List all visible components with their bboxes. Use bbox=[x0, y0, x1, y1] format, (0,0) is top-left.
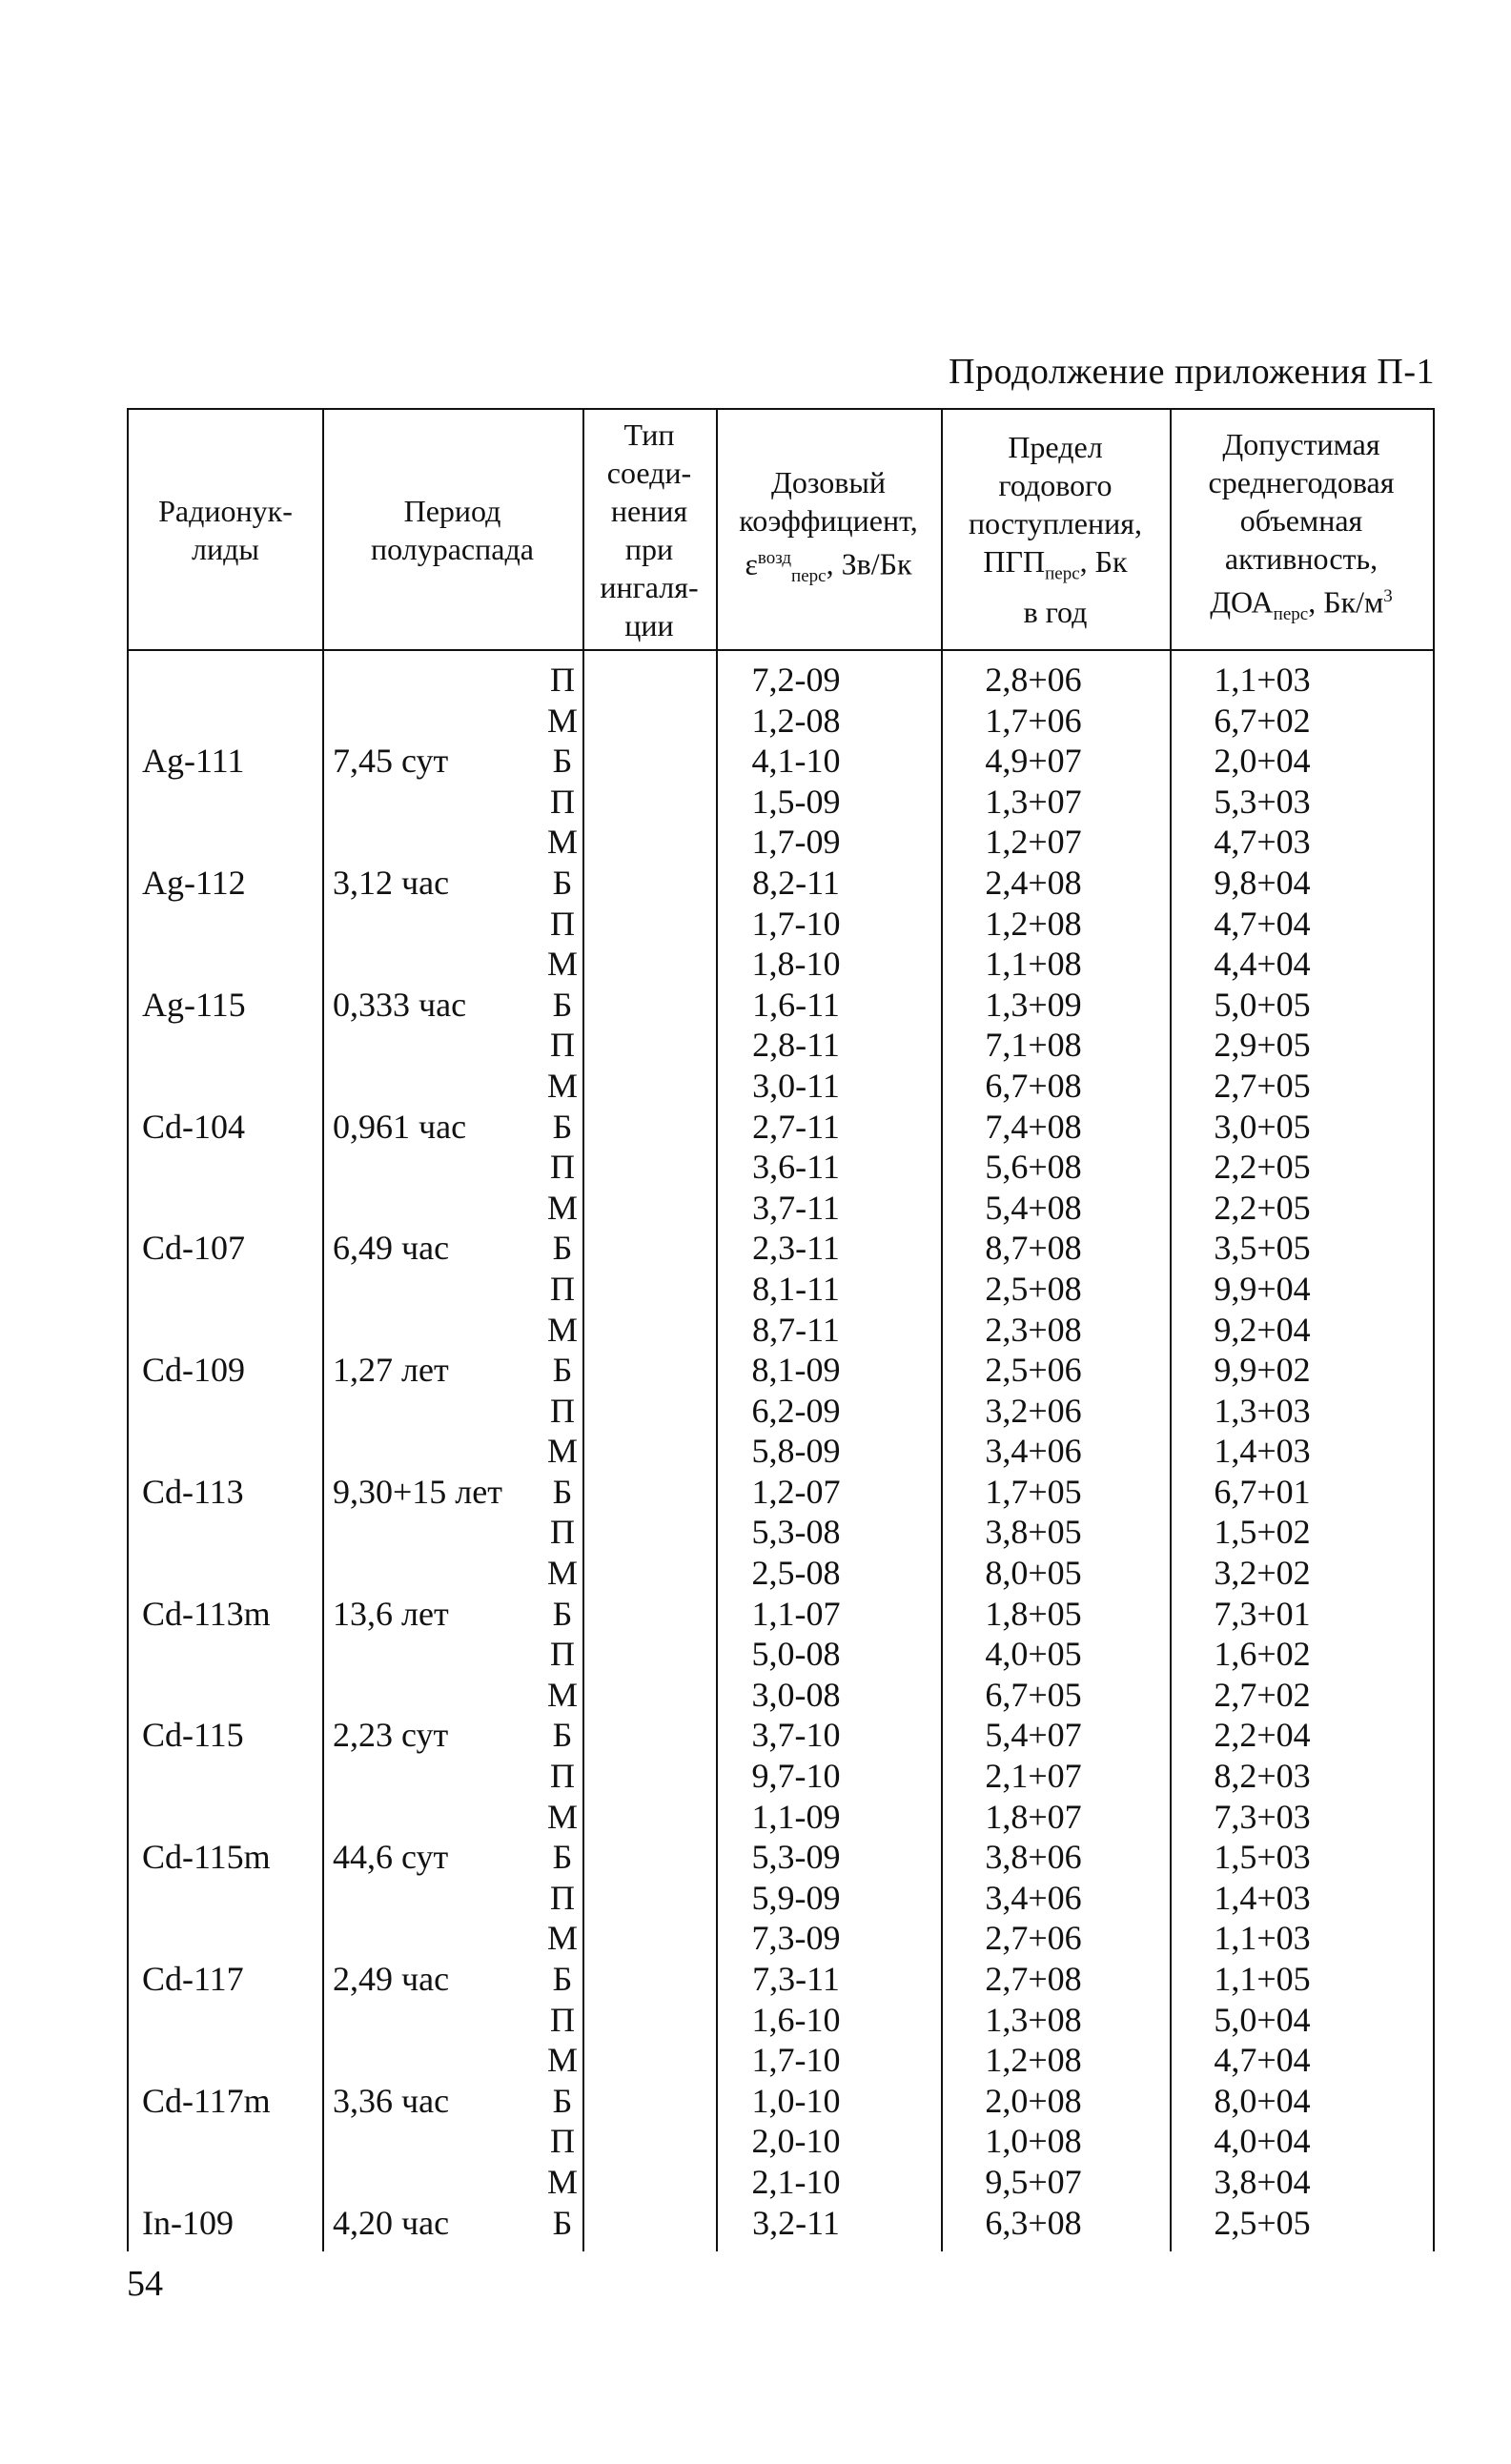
cell-activity: 2,5+05 bbox=[1214, 2203, 1311, 2242]
cell-dose: 7,2-09 bbox=[751, 661, 841, 699]
cell-type: М bbox=[546, 1919, 578, 1958]
cell-type: Б bbox=[552, 742, 573, 781]
header-limit-line3: поступления, bbox=[969, 505, 1142, 540]
cell-activity: 1,1+03 bbox=[1214, 1919, 1311, 1958]
cell-type: П bbox=[550, 1391, 575, 1430]
header-limit bbox=[941, 410, 1170, 649]
header-limit-unit: , Бк bbox=[1079, 543, 1128, 579]
cell-type: М bbox=[546, 2162, 578, 2201]
cell-type: Б bbox=[552, 1594, 573, 1633]
cell-activity: 5,0+04 bbox=[1214, 2000, 1311, 2039]
cell-activity: 1,1+05 bbox=[1214, 1960, 1311, 1998]
cell-dose: 1,2-07 bbox=[751, 1472, 841, 1511]
cell-limit: 3,8+05 bbox=[985, 1513, 1082, 1552]
cell-limit: 4,0+05 bbox=[985, 1635, 1082, 1674]
cell-activity: 9,2+04 bbox=[1214, 1310, 1311, 1349]
cell-nuclide: In-109 bbox=[142, 2203, 234, 2242]
header-dose-line3 bbox=[739, 540, 917, 596]
header-period-text: Период полураспада bbox=[371, 493, 534, 566]
table-row bbox=[129, 1512, 1433, 1553]
cell-limit: 2,7+08 bbox=[985, 1960, 1082, 1998]
cell-dose: 3,0-11 bbox=[752, 1066, 840, 1105]
cell-type: П bbox=[550, 1026, 575, 1065]
cell-type: М bbox=[546, 701, 578, 740]
header-dose-line2: коэффициент, bbox=[739, 502, 918, 538]
table-row bbox=[129, 985, 1433, 1026]
header-activity-line3: объемная bbox=[1239, 502, 1363, 538]
cell-type: П bbox=[550, 661, 575, 699]
cell-activity: 1,4+03 bbox=[1214, 1878, 1311, 1917]
cell-type: П bbox=[550, 782, 575, 821]
table-row bbox=[129, 904, 1433, 945]
cell-dose: 1,7-10 bbox=[751, 904, 841, 943]
header-limit-line2: годового bbox=[998, 467, 1113, 502]
cell-limit: 1,7+05 bbox=[985, 1472, 1082, 1511]
cell-limit: 1,3+09 bbox=[985, 985, 1082, 1024]
cell-limit: 8,0+05 bbox=[985, 1554, 1082, 1593]
cell-activity: 5,3+03 bbox=[1214, 782, 1311, 821]
table-row bbox=[129, 1553, 1433, 1594]
cell-limit: 1,3+08 bbox=[985, 2000, 1082, 2039]
cell-type: Б bbox=[552, 1960, 573, 1998]
cell-period: 9,30+15 лет bbox=[333, 1472, 502, 1511]
cell-nuclide: Ag-111 bbox=[142, 742, 245, 781]
cell-nuclide: Cd-115m bbox=[142, 1838, 271, 1877]
cell-dose: 2,1-10 bbox=[751, 2162, 841, 2201]
cell-type: П bbox=[550, 1513, 575, 1552]
table-row bbox=[129, 1918, 1433, 1959]
cell-activity: 2,2+05 bbox=[1214, 1148, 1311, 1187]
cell-type: М bbox=[546, 823, 578, 862]
cell-nuclide: Ag-112 bbox=[142, 863, 246, 902]
header-activity bbox=[1170, 410, 1433, 649]
cell-limit: 9,5+07 bbox=[985, 2162, 1082, 2201]
cell-nuclide: Ag-115 bbox=[142, 985, 246, 1024]
cell-limit: 1,3+07 bbox=[985, 782, 1082, 821]
cell-period: 3,36 час bbox=[333, 2081, 450, 2120]
cell-activity: 2,2+05 bbox=[1214, 1188, 1311, 1227]
cell-limit: 2,8+06 bbox=[985, 661, 1082, 699]
cell-activity: 6,7+01 bbox=[1214, 1472, 1311, 1511]
cell-period: 2,23 сут bbox=[333, 1716, 449, 1755]
header-period bbox=[322, 410, 582, 649]
cell-type: Б bbox=[552, 1716, 573, 1755]
cell-period: 13,6 лет bbox=[333, 1594, 449, 1633]
cell-activity: 1,3+03 bbox=[1214, 1391, 1311, 1430]
cell-limit: 2,1+07 bbox=[985, 1757, 1082, 1796]
table-row bbox=[129, 2040, 1433, 2081]
table-row bbox=[129, 1675, 1433, 1716]
cell-period: 0,333 час bbox=[333, 985, 467, 1024]
page-number: 54 bbox=[127, 2264, 163, 2304]
table-row bbox=[129, 1066, 1433, 1107]
header-activity-sub: перс bbox=[1273, 604, 1309, 625]
cell-period: 6,49 час bbox=[333, 1229, 450, 1268]
cell-nuclide: Cd-117m bbox=[142, 2081, 271, 2120]
cell-activity: 4,7+03 bbox=[1214, 823, 1311, 862]
cell-period: 1,27 лет bbox=[333, 1351, 449, 1390]
header-dose bbox=[716, 410, 941, 649]
table-row bbox=[129, 1634, 1433, 1675]
cell-type: М bbox=[546, 1797, 578, 1836]
header-nuclide bbox=[129, 410, 322, 649]
cell-activity: 3,5+05 bbox=[1214, 1229, 1311, 1268]
cell-type: М bbox=[546, 1554, 578, 1593]
header-limit-line1: Предел bbox=[1008, 429, 1103, 464]
cell-activity: 7,3+01 bbox=[1214, 1594, 1311, 1633]
table-row bbox=[129, 660, 1433, 701]
table-row bbox=[129, 1878, 1433, 1919]
header-nuclide-text: Радионук- лиды bbox=[158, 493, 293, 566]
cell-limit: 4,9+07 bbox=[985, 742, 1082, 781]
table-row bbox=[129, 1147, 1433, 1188]
cell-period: 3,12 час bbox=[333, 863, 450, 902]
header-limit-line5: в год bbox=[1023, 595, 1088, 630]
header-dose-sup: возд bbox=[757, 547, 792, 568]
table-row bbox=[129, 2081, 1433, 2122]
radionuclide-table bbox=[127, 408, 1435, 2251]
table-row bbox=[129, 1472, 1433, 1513]
cell-dose: 1,7-09 bbox=[751, 823, 841, 862]
cell-activity: 9,8+04 bbox=[1214, 863, 1311, 902]
cell-nuclide: Cd-113 bbox=[142, 1472, 244, 1511]
table-row bbox=[129, 2162, 1433, 2203]
cell-dose: 3,7-11 bbox=[752, 1188, 840, 1227]
cell-period: 4,20 час bbox=[333, 2203, 450, 2242]
cell-period: 2,49 час bbox=[333, 1960, 450, 1998]
cell-activity: 4,4+04 bbox=[1214, 945, 1311, 984]
cell-dose: 1,6-11 bbox=[752, 985, 840, 1024]
table-row bbox=[129, 2121, 1433, 2162]
cell-activity: 2,7+05 bbox=[1214, 1066, 1311, 1105]
table-row bbox=[129, 1107, 1433, 1148]
cell-dose: 1,1-09 bbox=[751, 1797, 841, 1836]
header-dose-line1: Дозовый bbox=[770, 464, 886, 499]
cell-dose: 5,0-08 bbox=[751, 1635, 841, 1674]
table-row bbox=[129, 1310, 1433, 1351]
cell-limit: 3,4+06 bbox=[985, 1432, 1082, 1471]
header-activity-unit: , Бк/м bbox=[1308, 584, 1384, 620]
cell-dose: 1,2-08 bbox=[751, 701, 841, 740]
cell-limit: 8,7+08 bbox=[985, 1229, 1082, 1268]
cell-activity: 1,5+03 bbox=[1214, 1838, 1311, 1877]
cell-limit: 2,5+06 bbox=[985, 1351, 1082, 1390]
cell-activity: 6,7+02 bbox=[1214, 701, 1311, 740]
header-activity-line5 bbox=[1209, 578, 1395, 634]
table-row bbox=[129, 782, 1433, 823]
header-dose-sub: перс bbox=[791, 566, 827, 587]
cell-limit: 5,4+07 bbox=[985, 1716, 1082, 1755]
cell-activity: 2,7+02 bbox=[1214, 1675, 1311, 1714]
table-row bbox=[129, 822, 1433, 863]
table-row bbox=[129, 863, 1433, 904]
cell-dose: 5,9-09 bbox=[751, 1878, 841, 1917]
cell-period: 0,961 час bbox=[333, 1107, 467, 1146]
cell-dose: 8,1-11 bbox=[752, 1269, 840, 1308]
cell-limit: 1,2+08 bbox=[985, 2041, 1082, 2080]
cell-dose: 7,3-09 bbox=[751, 1919, 841, 1958]
cell-activity: 3,2+02 bbox=[1214, 1554, 1311, 1593]
cell-dose: 3,6-11 bbox=[752, 1148, 840, 1187]
cell-dose: 6,2-09 bbox=[751, 1391, 841, 1430]
cell-activity: 8,2+03 bbox=[1214, 1757, 1311, 1796]
cell-limit: 2,0+08 bbox=[985, 2081, 1082, 2120]
cell-type: М bbox=[546, 945, 578, 984]
cell-dose: 1,6-10 bbox=[751, 2000, 841, 2039]
cell-dose: 1,7-10 bbox=[751, 2041, 841, 2080]
header-divider bbox=[129, 649, 1433, 651]
cell-limit: 1,1+08 bbox=[985, 945, 1082, 984]
cell-dose: 2,3-11 bbox=[752, 1229, 840, 1268]
cell-dose: 5,8-09 bbox=[751, 1432, 841, 1471]
cell-limit: 2,5+08 bbox=[985, 1269, 1082, 1308]
cell-limit: 1,8+07 bbox=[985, 1797, 1082, 1836]
cell-activity: 1,4+03 bbox=[1214, 1432, 1311, 1471]
cell-limit: 1,8+05 bbox=[985, 1594, 1082, 1633]
cell-activity: 4,0+04 bbox=[1214, 2122, 1311, 2161]
cell-period: 7,45 сут bbox=[333, 742, 449, 781]
cell-limit: 6,3+08 bbox=[985, 2203, 1082, 2242]
cell-activity: 2,0+04 bbox=[1214, 742, 1311, 781]
cell-type: П bbox=[550, 1878, 575, 1917]
cell-activity: 1,6+02 bbox=[1214, 1635, 1311, 1674]
cell-limit: 2,4+08 bbox=[985, 863, 1082, 902]
cell-dose: 5,3-08 bbox=[751, 1513, 841, 1552]
cell-period: 44,6 сут bbox=[333, 1838, 449, 1877]
cell-type: М bbox=[546, 1188, 578, 1227]
cell-type: П bbox=[550, 2122, 575, 2161]
header-activity-sup: 3 bbox=[1383, 585, 1393, 606]
cell-dose: 3,7-10 bbox=[751, 1716, 841, 1755]
table-row bbox=[129, 1350, 1433, 1391]
cell-limit: 2,7+06 bbox=[985, 1919, 1082, 1958]
table-row bbox=[129, 1797, 1433, 1838]
cell-type: П bbox=[550, 904, 575, 943]
cell-activity: 8,0+04 bbox=[1214, 2081, 1311, 2120]
cell-nuclide: Cd-113m bbox=[142, 1594, 271, 1633]
table-row bbox=[129, 2000, 1433, 2041]
cell-activity: 1,5+02 bbox=[1214, 1513, 1311, 1552]
cell-limit: 5,6+08 bbox=[985, 1148, 1082, 1187]
cell-type: П bbox=[550, 1269, 575, 1308]
cell-dose: 1,5-09 bbox=[751, 782, 841, 821]
table-row bbox=[129, 1188, 1433, 1229]
cell-activity: 7,3+03 bbox=[1214, 1797, 1311, 1836]
cell-dose: 5,3-09 bbox=[751, 1838, 841, 1877]
cell-dose: 1,8-10 bbox=[751, 945, 841, 984]
table-body bbox=[129, 660, 1433, 2243]
table-row bbox=[129, 1756, 1433, 1797]
cell-type: Б bbox=[552, 2203, 573, 2242]
cell-activity: 4,7+04 bbox=[1214, 904, 1311, 943]
cell-limit: 5,4+08 bbox=[985, 1188, 1082, 1227]
cell-activity: 3,0+05 bbox=[1214, 1107, 1311, 1146]
cell-nuclide: Cd-104 bbox=[142, 1107, 245, 1146]
cell-activity: 2,2+04 bbox=[1214, 1716, 1311, 1755]
header-type bbox=[582, 410, 716, 649]
cell-type: Б bbox=[552, 2081, 573, 2120]
cell-dose: 1,1-07 bbox=[751, 1594, 841, 1633]
table-row bbox=[129, 2203, 1433, 2244]
cell-activity: 9,9+04 bbox=[1214, 1269, 1311, 1308]
cell-dose: 8,2-11 bbox=[752, 863, 840, 902]
cell-dose: 9,7-10 bbox=[751, 1757, 841, 1796]
cell-type: Б bbox=[552, 1229, 573, 1268]
table-row bbox=[129, 1228, 1433, 1269]
cell-dose: 7,3-11 bbox=[752, 1960, 840, 1998]
header-limit-abbr: ПГП bbox=[983, 543, 1046, 579]
table-row bbox=[129, 1431, 1433, 1472]
cell-type: М bbox=[546, 1432, 578, 1471]
table-row bbox=[129, 1025, 1433, 1066]
cell-dose: 2,5-08 bbox=[751, 1554, 841, 1593]
cell-type: М bbox=[546, 1675, 578, 1714]
cell-limit: 3,8+06 bbox=[985, 1838, 1082, 1877]
cell-limit: 1,0+08 bbox=[985, 2122, 1082, 2161]
cell-type: П bbox=[550, 1148, 575, 1187]
table-row bbox=[129, 1715, 1433, 1756]
cell-type: М bbox=[546, 1066, 578, 1105]
cell-limit: 2,3+08 bbox=[985, 1310, 1082, 1349]
cell-limit: 1,7+06 bbox=[985, 701, 1082, 740]
table-row bbox=[129, 1959, 1433, 2000]
cell-limit: 3,2+06 bbox=[985, 1391, 1082, 1430]
cell-activity: 9,9+02 bbox=[1214, 1351, 1311, 1390]
cell-nuclide: Cd-117 bbox=[142, 1960, 244, 1998]
cell-type: Б bbox=[552, 1838, 573, 1877]
header-dose-unit: , Зв/Бк bbox=[826, 546, 912, 581]
header-activity-line1: Допустимая bbox=[1222, 426, 1380, 461]
cell-type: Б bbox=[552, 863, 573, 902]
cell-limit: 3,4+06 bbox=[985, 1878, 1082, 1917]
cell-limit: 6,7+05 bbox=[985, 1675, 1082, 1714]
cell-activity: 3,8+04 bbox=[1214, 2162, 1311, 2201]
cell-dose: 2,0-10 bbox=[751, 2122, 841, 2161]
cell-dose: 2,7-11 bbox=[752, 1107, 840, 1146]
cell-limit: 6,7+08 bbox=[985, 1066, 1082, 1105]
cell-dose: 8,1-09 bbox=[751, 1351, 841, 1390]
header-type-text: Тип соеди- нения при ингаля- ции bbox=[600, 417, 699, 642]
cell-limit: 7,4+08 bbox=[985, 1107, 1082, 1146]
header-activity-line4: активность, bbox=[1224, 540, 1378, 576]
table-row bbox=[129, 1594, 1433, 1635]
cell-nuclide: Cd-109 bbox=[142, 1351, 245, 1390]
cell-dose: 8,7-11 bbox=[752, 1310, 840, 1349]
cell-limit: 7,1+08 bbox=[985, 1026, 1082, 1065]
cell-activity: 1,1+03 bbox=[1214, 661, 1311, 699]
table-row bbox=[129, 944, 1433, 985]
cell-dose: 3,2-11 bbox=[752, 2203, 840, 2242]
cell-activity: 2,9+05 bbox=[1214, 1026, 1311, 1065]
cell-type: Б bbox=[552, 1472, 573, 1511]
table-caption: Продолжение приложения П-1 bbox=[949, 352, 1435, 392]
cell-type: П bbox=[550, 1757, 575, 1796]
header-activity-line2: среднегодовая bbox=[1208, 464, 1395, 499]
header-limit-line4 bbox=[969, 542, 1142, 593]
cell-activity: 4,7+04 bbox=[1214, 2041, 1311, 2080]
header-activity-abbr: ДОА bbox=[1210, 584, 1274, 620]
cell-type: П bbox=[550, 2000, 575, 2039]
cell-dose: 4,1-10 bbox=[751, 742, 841, 781]
cell-dose: 2,8-11 bbox=[752, 1026, 840, 1065]
cell-nuclide: Cd-107 bbox=[142, 1229, 245, 1268]
cell-activity: 5,0+05 bbox=[1214, 985, 1311, 1024]
cell-limit: 1,2+07 bbox=[985, 823, 1082, 862]
cell-type: Б bbox=[552, 1351, 573, 1390]
cell-type: П bbox=[550, 1635, 575, 1674]
cell-limit: 1,2+08 bbox=[985, 904, 1082, 943]
header-limit-sub: перс bbox=[1045, 563, 1080, 584]
cell-nuclide: Cd-115 bbox=[142, 1716, 244, 1755]
cell-type: Б bbox=[552, 1107, 573, 1146]
cell-type: М bbox=[546, 2041, 578, 2080]
table-row bbox=[129, 1391, 1433, 1432]
table-row bbox=[129, 741, 1433, 782]
cell-type: Б bbox=[552, 985, 573, 1024]
cell-type: М bbox=[546, 1310, 578, 1349]
cell-dose: 1,0-10 bbox=[751, 2081, 841, 2120]
table-row bbox=[129, 701, 1433, 742]
header-dose-symbol: ε bbox=[745, 546, 758, 581]
table-row bbox=[129, 1269, 1433, 1310]
table-row bbox=[129, 1837, 1433, 1878]
cell-dose: 3,0-08 bbox=[751, 1675, 841, 1714]
